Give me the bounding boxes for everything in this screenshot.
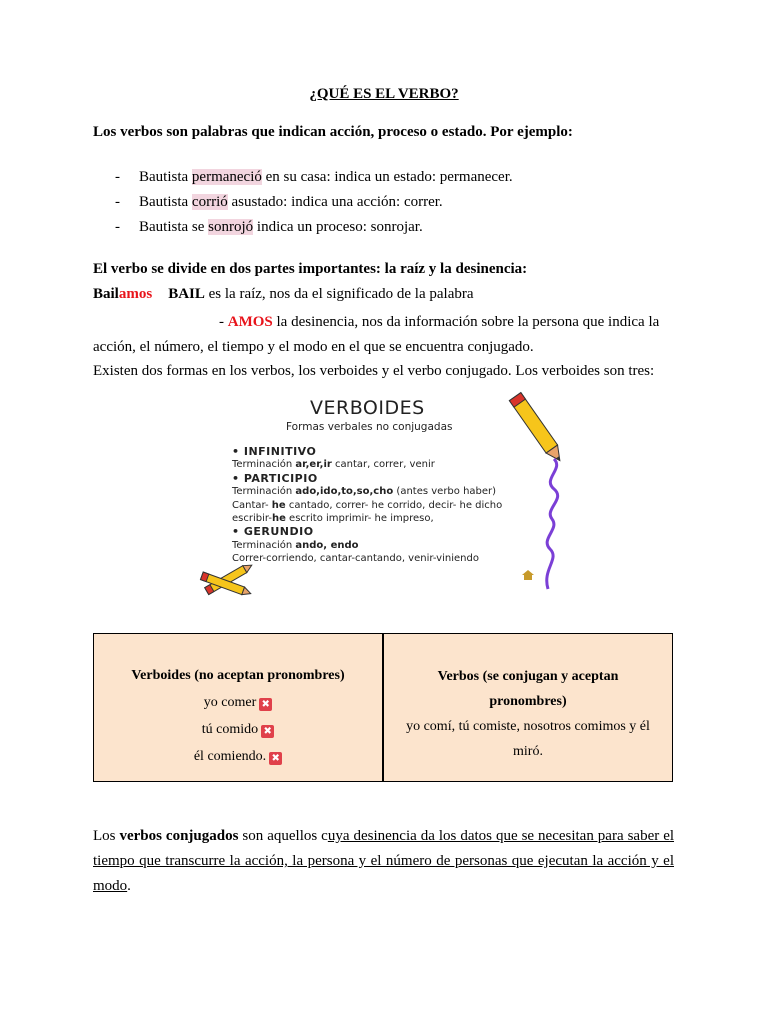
example-text: indica un proceso: sonrojar. — [253, 219, 423, 235]
verbos-cell — [384, 634, 672, 781]
list-dash: - — [115, 219, 120, 235]
final-text: son aquellos c — [238, 828, 328, 844]
highlighted-verb: permaneció — [191, 169, 262, 185]
x-mark-icon: ✖ — [269, 752, 282, 765]
verboides-image — [202, 389, 570, 605]
infinitivo-line — [232, 458, 502, 471]
gerundio-heading: • GERUNDIO — [232, 525, 314, 539]
root-line — [93, 286, 474, 303]
example-text: asustado: indica una acción: correr. — [227, 194, 443, 210]
ending-dash: - — [219, 314, 228, 330]
word-root: Bail — [93, 286, 119, 302]
term-endings: ar,er,ir — [295, 459, 332, 471]
example-part: escrito imprimir- he impreso, — [285, 513, 434, 525]
example-text: Bautista — [139, 194, 192, 210]
ending-paragraph — [93, 310, 674, 384]
list-item — [93, 191, 513, 216]
example-part: Cantar- — [232, 499, 272, 511]
term-endings: ando, endo — [295, 539, 359, 551]
term-label: Terminación — [232, 459, 296, 471]
x-mark-icon: ✖ — [261, 725, 274, 738]
list-dash: - — [115, 169, 120, 185]
gerundio-line — [232, 539, 502, 552]
image-subtitle: Formas verbales no conjugadas — [286, 421, 453, 433]
intro-paragraph: Los verbos son palabras que indican acción, proceso o estado. Por ejemplo: — [93, 124, 573, 140]
ending-label: AMOS — [227, 314, 273, 330]
final-text: Los — [93, 828, 120, 844]
comparison-table — [93, 633, 673, 782]
root-label: BAIL — [168, 286, 205, 302]
ending-text-2: acción, el número, el tiempo y el modo en el que se encuentra conjugado. — [93, 338, 534, 355]
verboides-row — [94, 689, 382, 716]
root-text: es la raíz, nos da el significado de la palabra — [204, 286, 474, 302]
example-text: Bautista — [139, 169, 192, 185]
term-examples: cantar, correr, venir — [331, 459, 435, 471]
verboides-cell — [94, 634, 384, 781]
page-title: ¿QUÉ ES EL VERBO? — [309, 86, 459, 102]
verbos-text-1: yo comí, tú comiste, nosotros comimos y él — [406, 719, 650, 734]
word-ending: amos — [118, 286, 153, 302]
example-part: he — [271, 513, 286, 525]
example-text: en su casa: indica un estado: permanecer. — [261, 169, 513, 185]
final-bold: verbos conjugados — [119, 828, 239, 844]
image-body — [232, 445, 502, 566]
participio-example-1 — [232, 499, 502, 512]
participio-heading: • PARTICIPIO — [232, 471, 318, 485]
term-note: (antes verbo haber) — [393, 486, 497, 498]
pencil-squiggle-icon — [502, 389, 570, 605]
participio-example-2 — [232, 512, 502, 525]
row-text: yo comer — [203, 695, 257, 710]
pencils-icon — [198, 555, 258, 605]
examples-list — [93, 166, 513, 241]
list-item — [93, 216, 513, 241]
highlighted-verb: sonrojó — [208, 219, 254, 235]
verbos-header-1: Verbos (se conjugan y aceptan — [437, 669, 619, 684]
image-title: VERBOIDES — [310, 397, 425, 419]
row-text: tú comido — [201, 722, 259, 737]
verboides-row — [94, 743, 382, 770]
list-item — [93, 166, 513, 191]
division-heading: El verbo se divide en dos partes importantes: la raíz y la desinencia: — [93, 261, 528, 277]
participio-line — [232, 485, 502, 498]
infinitivo-heading: • INFINITIVO — [232, 445, 317, 458]
ending-text: la desinencia, nos da información sobre la persona que indica la — [272, 314, 660, 330]
example-part: escribir- — [232, 513, 272, 525]
final-underlined: uya desinencia da los datos que se necesitan para saber el tiempo que transcurre la acción, la persona y el número de personas que ejecutan la acción y el modo — [93, 828, 675, 894]
row-text: él comiendo. — [193, 749, 267, 764]
term-label: Terminación — [232, 539, 296, 551]
verbos-text-2: miró. — [513, 744, 543, 759]
term-label: Terminación — [232, 486, 296, 498]
final-text: . — [127, 878, 131, 894]
verboides-header: Verboides (no aceptan pronombres) — [131, 668, 345, 683]
example-part: cantado, correr- he corrido, decir- he dicho — [285, 499, 503, 511]
verbos-header-2: pronombres) — [489, 694, 567, 709]
example-part: he — [271, 499, 286, 511]
forms-line: Existen dos formas en los verbos, los verboides y el verbo conjugado. Los verboides son tres: — [93, 363, 655, 379]
final-paragraph — [93, 824, 674, 899]
verboides-row — [94, 716, 382, 743]
x-mark-icon: ✖ — [259, 698, 272, 711]
list-dash: - — [115, 194, 120, 210]
example-text: Bautista se — [139, 219, 209, 235]
gerundio-examples: Correr-corriendo, cantar-cantando, venir-viniendo — [232, 553, 479, 565]
term-endings: ado,ido,to,so,cho — [295, 486, 394, 498]
home-icon[interactable] — [521, 569, 535, 581]
highlighted-verb: corrió — [191, 194, 228, 210]
